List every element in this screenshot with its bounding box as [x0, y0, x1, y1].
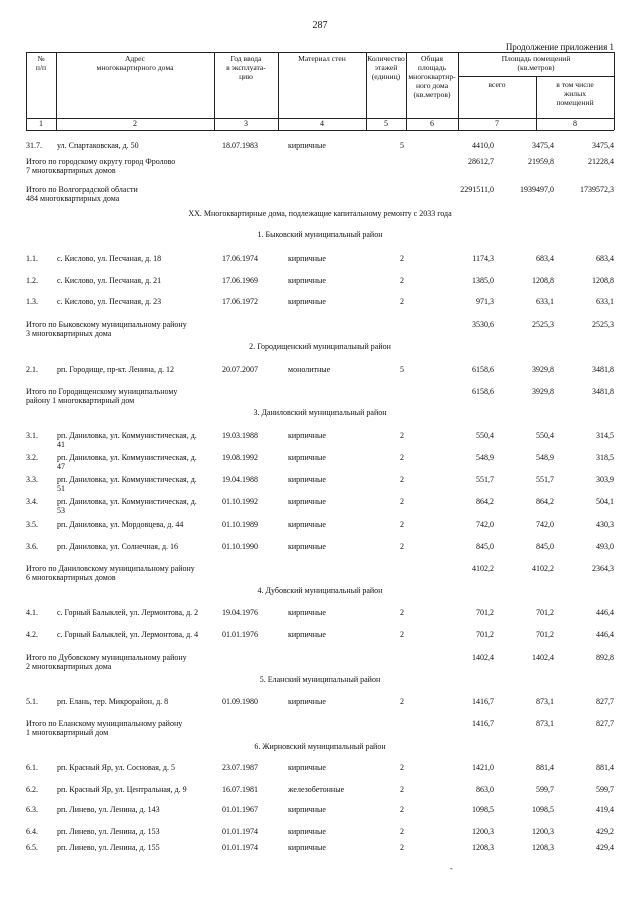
- row-material: кирпичные: [288, 297, 326, 306]
- row-material: кирпичные: [288, 254, 326, 263]
- row-premises-living: 881,4: [596, 763, 614, 772]
- section-heading: 5. Еланский муниципальный район: [259, 675, 381, 684]
- row-year: 23.07.1987: [222, 763, 258, 772]
- total-area: 28612,7: [468, 157, 494, 166]
- row-number: 3.2.: [26, 453, 38, 462]
- row-premises-living: 429,2: [596, 827, 614, 836]
- row-floors: 5: [400, 365, 404, 374]
- row-number: 5.1.: [26, 697, 38, 706]
- row-premises-total: 701,2: [536, 630, 554, 639]
- total-living: 3481,8: [592, 387, 614, 396]
- row-material: кирпичные: [288, 763, 326, 772]
- row-year: 17.06.1974: [222, 254, 258, 263]
- row-premises-total: 551,7: [536, 475, 554, 484]
- row-floors: 2: [400, 453, 404, 462]
- row-year: 01.10.1989: [222, 520, 258, 529]
- row-premises-living: 446,4: [596, 630, 614, 639]
- row-premises-total: 3475,4: [532, 141, 554, 150]
- table-header: [26, 52, 614, 134]
- row-floors: 2: [400, 763, 404, 772]
- row-number: 2.1.: [26, 365, 38, 374]
- row-premises-total: 881,4: [536, 763, 554, 772]
- row-floors: 2: [400, 805, 404, 814]
- section-heading: 2. Городищенский муниципальный район: [249, 342, 391, 351]
- row-premises-living: 599,7: [596, 785, 614, 794]
- row-address: рп. Елань, тер. Микрорайон, д. 8: [57, 697, 169, 706]
- row-material: кирпичные: [288, 630, 326, 639]
- total-area: 1416,7: [472, 719, 494, 728]
- row-area: 6158,6: [472, 365, 494, 374]
- row-area: 701,2: [476, 630, 494, 639]
- row-number: 6.5.: [26, 843, 38, 852]
- header-num-3: 3: [244, 119, 248, 128]
- row-material: кирпичные: [288, 827, 326, 836]
- total-living: 827,7: [596, 719, 614, 728]
- header-col-premises-living: в том числе жилых помещений: [556, 80, 594, 108]
- row-address: ул. Спартаковская, д. 50: [57, 141, 139, 150]
- row-area: 845,0: [476, 542, 494, 551]
- row-premises-living: 504,1: [596, 497, 614, 506]
- row-premises-living: 493,0: [596, 542, 614, 551]
- row-address: рп. Даниловка, ул. Коммунистическая, д. 41: [57, 431, 197, 450]
- row-premises-living: 429,4: [596, 843, 614, 852]
- header-num-2: 2: [133, 119, 137, 128]
- header-num-8: 8: [573, 119, 577, 128]
- row-material: кирпичные: [288, 276, 326, 285]
- row-material: кирпичные: [288, 475, 326, 484]
- row-material: кирпичные: [288, 805, 326, 814]
- row-address: рп. Даниловка, ул. Коммунистическая, д. 47: [57, 453, 197, 472]
- row-number: 1.2.: [26, 276, 38, 285]
- row-material: кирпичные: [288, 431, 326, 440]
- row-area: 1208,3: [472, 843, 494, 852]
- row-address: с. Горный Балыклей, ул. Лермонтова, д. 2: [57, 608, 199, 617]
- row-year: 20.07.2007: [222, 365, 258, 374]
- row-year: 01.09.1980: [222, 697, 258, 706]
- row-area: 1174,3: [472, 254, 494, 263]
- row-premises-total: 599,7: [536, 785, 554, 794]
- row-year: 17.06.1972: [222, 297, 258, 306]
- row-year: 01.01.1967: [222, 805, 258, 814]
- row-area: 1385,0: [472, 276, 494, 285]
- row-premises-total: 845,0: [536, 542, 554, 551]
- row-premises-living: 419,4: [596, 805, 614, 814]
- total-label: Итого по городскому округу город Фролово 7 многоквартирных домов: [26, 157, 176, 176]
- page-number: 287: [312, 20, 328, 31]
- row-number: 6.1.: [26, 763, 38, 772]
- section-heading: 6. Жирновский муниципальный район: [254, 742, 386, 751]
- row-premises-total: 701,2: [536, 608, 554, 617]
- total-label: Итого по Дубовскому муниципальному району 2 многоквартирных дома: [26, 653, 187, 672]
- row-material: кирпичные: [288, 453, 326, 462]
- row-area: 701,2: [476, 608, 494, 617]
- row-area: 550,4: [476, 431, 494, 440]
- row-premises-living: 430,3: [596, 520, 614, 529]
- total-premises: 4102,2: [532, 564, 554, 573]
- row-number: 3.3.: [26, 475, 38, 484]
- row-floors: 2: [400, 697, 404, 706]
- row-year: 17.06.1969: [222, 276, 258, 285]
- total-area: 1402,4: [472, 653, 494, 662]
- row-premises-living: 1208,8: [592, 276, 614, 285]
- header-num-4: 4: [320, 119, 324, 128]
- total-premises: 21959,8: [528, 157, 554, 166]
- row-address: с. Кислово, ул. Песчаная, д. 23: [57, 297, 162, 306]
- total-living: 2525,3: [592, 320, 614, 329]
- total-label: Итого по Быковскому муниципальному району 3 многоквартирных дома: [26, 320, 187, 339]
- row-number: 6.4.: [26, 827, 38, 836]
- row-premises-total: 1208,3: [532, 843, 554, 852]
- row-material: кирпичные: [288, 520, 326, 529]
- row-year: 19.04.1988: [222, 475, 258, 484]
- row-address: с. Горный Балыклей, ул. Лермонтова, д. 4: [57, 630, 199, 639]
- row-premises-total: 1098,5: [532, 805, 554, 814]
- row-floors: 2: [400, 542, 404, 551]
- row-floors: 2: [400, 276, 404, 285]
- row-premises-living: 683,4: [596, 254, 614, 263]
- total-living: 21228,4: [588, 157, 614, 166]
- row-floors: 2: [400, 254, 404, 263]
- row-premises-living: 633,1: [596, 297, 614, 306]
- row-floors: 2: [400, 785, 404, 794]
- total-premises: 2525,3: [532, 320, 554, 329]
- header-col-premises-group: Площадь помещений (кв.метров): [501, 54, 571, 73]
- row-premises-total: 1208,8: [532, 276, 554, 285]
- total-label: Итого по Волгоградской области 484 многоквартирных дома: [26, 185, 138, 204]
- row-floors: 2: [400, 843, 404, 852]
- row-number: 3.6.: [26, 542, 38, 551]
- row-year: 19.03.1988: [222, 431, 258, 440]
- row-floors: 2: [400, 431, 404, 440]
- row-floors: 2: [400, 497, 404, 506]
- row-number: 3.1.: [26, 431, 38, 440]
- header-col-premises-total: всего: [488, 80, 506, 89]
- row-premises-living: 3481,8: [592, 365, 614, 374]
- continuation-label: Продолжение приложения 1: [505, 42, 614, 52]
- total-area: 4102,2: [472, 564, 494, 573]
- row-year: 19.04.1976: [222, 608, 258, 617]
- row-year: 16.07.1981: [222, 785, 258, 794]
- row-address: рп. Даниловка, ул. Коммунистическая, д. 51: [57, 475, 197, 494]
- section-heading: 4. Дубовский муниципальный район: [257, 586, 383, 595]
- total-label: Итого по Даниловскому муниципальному району 6 многоквартирных домов: [26, 564, 195, 583]
- row-address: рп. Красный Яр, ул. Центральная, д. 9: [57, 785, 187, 794]
- row-material: кирпичные: [288, 608, 326, 617]
- section-heading: 3. Даниловский муниципальный район: [253, 408, 387, 417]
- row-material: кирпичные: [288, 141, 326, 150]
- total-area: 3530,6: [472, 320, 494, 329]
- header-num-5: 5: [384, 119, 388, 128]
- row-year: 18.07.1983: [222, 141, 258, 150]
- total-premises: 1939497,0: [520, 185, 554, 194]
- row-year: 01.01.1974: [222, 843, 258, 852]
- total-living: 2364,3: [592, 564, 614, 573]
- row-floors: 2: [400, 297, 404, 306]
- header-num-6: 6: [430, 119, 434, 128]
- row-address: с. Кислово, ул. Песчаная, д. 21: [57, 276, 162, 285]
- row-area: 971,3: [476, 297, 494, 306]
- row-area: 742,0: [476, 520, 494, 529]
- row-floors: 2: [400, 630, 404, 639]
- row-year: 01.10.1990: [222, 542, 258, 551]
- header-col-material: Материал стен: [298, 54, 346, 63]
- row-year: 19.08.1992: [222, 453, 258, 462]
- row-address: с. Кислово, ул. Песчаная, д. 18: [57, 254, 162, 263]
- row-material: кирпичные: [288, 542, 326, 551]
- row-number: 3.5.: [26, 520, 38, 529]
- row-address: рп. Линево, ул. Ленина, д. 153: [57, 827, 160, 836]
- total-area: 6158,6: [472, 387, 494, 396]
- section-heading: 1. Быковский муниципальный район: [257, 230, 383, 239]
- row-material: кирпичные: [288, 697, 326, 706]
- row-area: 551,7: [476, 475, 494, 484]
- row-material: железобетонные: [288, 785, 345, 794]
- row-number: 4.2.: [26, 630, 38, 639]
- row-area: 1098,5: [472, 805, 494, 814]
- row-area: 863,0: [476, 785, 494, 794]
- row-floors: 2: [400, 608, 404, 617]
- row-floors: 2: [400, 475, 404, 484]
- row-area: 864,2: [476, 497, 494, 506]
- row-number: 31.7.: [26, 141, 42, 150]
- row-address: рп. Даниловка, ул. Мордовцева, д. 44: [57, 520, 184, 529]
- header-num-1: 1: [39, 119, 43, 128]
- row-premises-living: 827,7: [596, 697, 614, 706]
- row-premises-total: 548,9: [536, 453, 554, 462]
- row-number: 1.1.: [26, 254, 38, 263]
- row-premises-living: 318,5: [596, 453, 614, 462]
- row-premises-living: 446,4: [596, 608, 614, 617]
- row-address: рп. Городище, пр-кт. Ленина, д. 12: [57, 365, 175, 374]
- row-number: 1.3.: [26, 297, 38, 306]
- row-area: 1416,7: [472, 697, 494, 706]
- total-premises: 3929,8: [532, 387, 554, 396]
- header-col-floors: Количество этажей (единиц): [367, 54, 405, 82]
- total-premises: 1402,4: [532, 653, 554, 662]
- row-address: рп. Линево, ул. Ленина, д. 155: [57, 843, 160, 852]
- row-premises-living: 314,5: [596, 431, 614, 440]
- row-premises-total: 633,1: [536, 297, 554, 306]
- row-number: 3.4.: [26, 497, 38, 506]
- row-floors: 5: [400, 141, 404, 150]
- total-living: 1739572,3: [580, 185, 614, 194]
- row-material: монолитные: [288, 365, 331, 374]
- row-premises-total: 550,4: [536, 431, 554, 440]
- row-premises-living: 303,9: [596, 475, 614, 484]
- row-premises-total: 1200,3: [532, 827, 554, 836]
- row-year: 01.10.1992: [222, 497, 258, 506]
- header-col-year: Год ввода в эксплуата- цию: [226, 54, 266, 82]
- header-col-area: Общая площадь многоквартир- ного дома (кв.метров): [408, 54, 456, 100]
- row-premises-total: 3929,8: [532, 365, 554, 374]
- row-address: рп. Даниловка, ул. Солнечная, д. 16: [57, 542, 179, 551]
- row-premises-total: 873,1: [536, 697, 554, 706]
- row-year: 01.01.1976: [222, 630, 258, 639]
- header-num-7: 7: [495, 119, 499, 128]
- row-address: рп. Красный Яр, ул. Сосновая, д. 5: [57, 763, 175, 772]
- row-address: рп. Даниловка, ул. Коммунистическая, д. 53: [57, 497, 197, 516]
- row-floors: 2: [400, 520, 404, 529]
- row-number: 6.2.: [26, 785, 38, 794]
- row-area: 4410,0: [472, 141, 494, 150]
- row-number: 6.3.: [26, 805, 38, 814]
- header-col-address: Адрес многоквартирного дома: [96, 54, 174, 73]
- row-year: 01.01.1974: [222, 827, 258, 836]
- row-floors: 2: [400, 827, 404, 836]
- row-premises-total: 683,4: [536, 254, 554, 263]
- row-premises-total: 742,0: [536, 520, 554, 529]
- row-material: кирпичные: [288, 497, 326, 506]
- total-living: 892,8: [596, 653, 614, 662]
- row-address: рп. Линево, ул. Ленина, д. 143: [57, 805, 160, 814]
- row-area: 548,9: [476, 453, 494, 462]
- total-label: Итого по Еланскому муниципальному району 1 многоквартирный дом: [26, 719, 183, 738]
- row-area: 1421,0: [472, 763, 494, 772]
- row-area: 1200,3: [472, 827, 494, 836]
- row-premises-living: 3475,4: [592, 141, 614, 150]
- total-premises: 873,1: [536, 719, 554, 728]
- footer-mark: -: [450, 864, 453, 873]
- row-number: 4.1.: [26, 608, 38, 617]
- row-material: кирпичные: [288, 843, 326, 852]
- header-col-number: № п/п: [35, 54, 47, 73]
- total-label: Итого по Городищенскому муниципальному району 1 многоквартирный дом: [26, 387, 178, 406]
- total-area: 2291511,0: [460, 185, 494, 194]
- row-premises-total: 864,2: [536, 497, 554, 506]
- section-heading: XX. Многоквартирные дома, подлежащие капитальному ремонту с 2033 года: [188, 209, 452, 218]
